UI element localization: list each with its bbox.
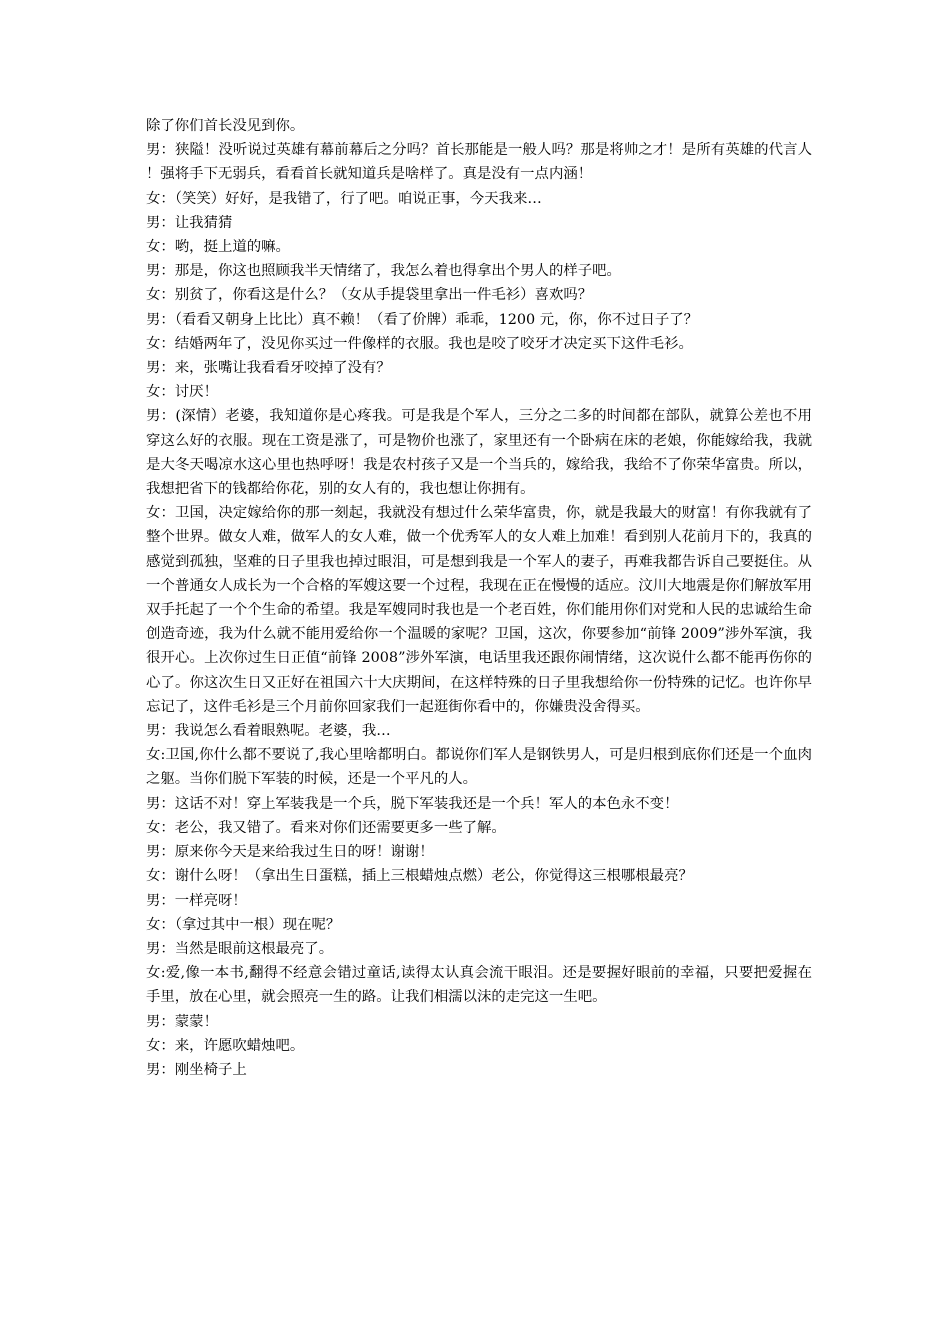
paragraph-line-7: 男：（看看又朝身上比比）真不赖！（看了价牌）乖乖，1200 元，你，你不过日子了？ (146, 311, 699, 328)
paragraph-line-13: 男：我说怎么看着眼熟呢。老婆，我… (146, 723, 391, 740)
paragraph-line-12: 女：卫国，决定嫁给你的那一刻起，我就没有想过什么荣华富贵，你，就是我最大的财富！有你我就有了整个世界。做女人难，做军人的女人难，做一个优秀军人的女人难上加难！看到别人花前月下的，我真的感觉到孤独，坚难的日子里我也掉过眼泪，可是想到我是一个军人的妻子，再难我都告诉自己要挺住。从一个普通女人成长为一个合格的军嫂这要一个过程，我现在正在慢慢的适应。汶川大地震是你们解放军用双手托起了一个个生命的希望。我是军嫂同时我也是一个老百姓，你们能用你们对党和人民的忠诚给生命创造奇迹，我为什么就不能用爱给你一个温暖的家呢？卫国，这次，你要参加“前锋 2009”涉外军演，我很开心。上次你过生日正值“前锋 2008”涉外军演，电话里我还跟你闹情绪，这次说什么都不能再伤你的心了。你这次生日又正好在祖国六十大庆期间，在这样特殊的日子里我想给你一份特殊的记忆。也许你早忘记了，这件毛衫是三个月前你回家我们一起逛街你看中的，你嫌贵没舍得买。 (146, 505, 812, 715)
paragraph-line-8: 女：结婚两年了，没见你买过一件像样的衣服。我也是咬了咬牙才决定买下这件毛衫。 (146, 335, 693, 352)
paragraph-line-10: 女：讨厌！ (146, 384, 218, 401)
paragraph-line-4: 女：哟，挺上道的嘛。 (146, 239, 290, 256)
paragraph-line-24: 女：来，许愿吹蜡烛吧。 (146, 1037, 305, 1054)
document-page (146, 114, 812, 1082)
paragraph-line-15: 男：这话不对！穿上军装我是一个兵，脱下军装我还是一个兵！军人的本色永不变！ (146, 795, 679, 812)
paragraph-line-16: 女：老公，我又错了。看来对你们还需要更多一些了解。 (146, 819, 506, 836)
paragraph-line-14: 女:卫国,你什么都不要说了,我心里啥都明白。都说你们军人是钢铁男人，可是归根到底你们还是一个血肉之躯。当你们脱下军装的时候，还是一个平凡的人。 (146, 747, 812, 788)
paragraph-line-6: 女：别贫了，你看这是什么？（女从手提袋里拿出一件毛衫）喜欢吗？ (146, 287, 593, 304)
paragraph-line-21: 男：当然是眼前这根最亮了。 (146, 940, 334, 957)
paragraph-line-20: 女：（拿过其中一根）现在呢？ (146, 916, 341, 933)
paragraph-intro: 除了你们首长没见到你。 (146, 118, 305, 134)
paragraph-line-19: 男：一样亮呀！ (146, 892, 247, 909)
paragraph-line-2: 女：（笑笑）好好，是我错了，行了吧。咱说正事，今天我来… (146, 190, 542, 207)
paragraph-line-17: 男：原来你今天是来给我过生日的呀！谢谢！ (146, 844, 434, 861)
paragraph-line-23: 男：蒙蒙！ (146, 1013, 218, 1030)
paragraph-line-5: 男：那是，你这也照顾我半天情绪了，我怎么着也得拿出个男人的样子吧。 (146, 263, 621, 280)
paragraph-line-1: 男：狭隘！没听说过英雄有幕前幕后之分吗？首长那能是一般人吗？那是将帅之才！是所有英雄的代言人！强将手下无弱兵，看看首长就知道兵是啥样了。真是没有一点内涵！ (146, 142, 812, 183)
paragraph-line-25: 男：刚坐椅子上 (146, 1061, 247, 1078)
paragraph-line-11: 男：(深情）老婆，我知道你是心疼我。可是我是个军人，三分之二多的时间都在部队，就算公差也不用穿这么好的衣服。现在工资是涨了，可是物价也涨了，家里还有一个卧病在床的老娘，你能嫁给我，我就是大冬天喝凉水这心里也热呼呀！我是农村孩子又是一个当兵的，嫁给我，我给不了你荣华富贵。所以，我想把省下的钱都给你花，别的女人有的，我也想让你拥有。 (146, 408, 812, 498)
paragraph-line-22: 女:爱,像一本书,翻得不经意会错过童话,读得太认真会流干眼泪。还是要握好眼前的幸福，只要把爱握在手里，放在心里，就会照亮一生的路。让我们相濡以沫的走完这一生吧。 (146, 965, 812, 1006)
paragraph-line-18: 女：谢什么呀！（拿出生日蛋糕，插上三根蜡烛点燃）老公，你觉得这三根哪根最亮？ (146, 868, 693, 885)
paragraph-line-9: 男：来，张嘴让我看看牙咬掉了没有？ (146, 360, 391, 377)
paragraph-line-3: 男：让我猜猜 (146, 214, 233, 231)
